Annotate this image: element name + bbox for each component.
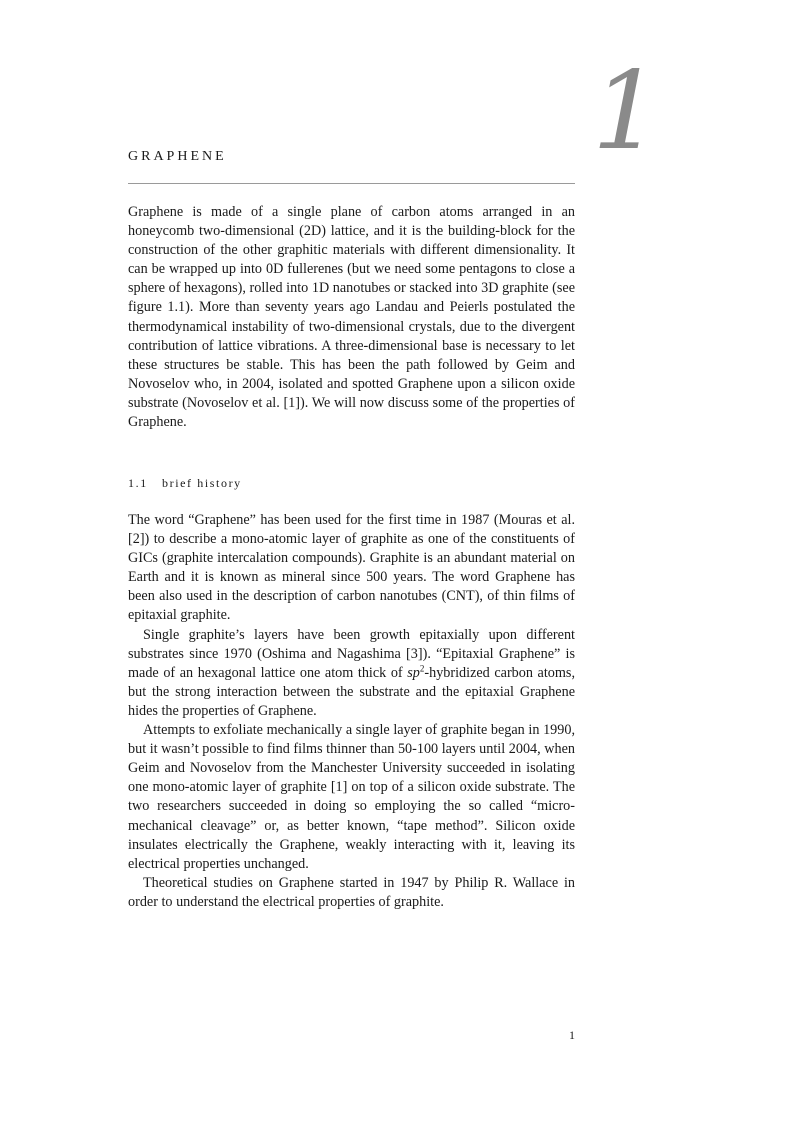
history-section <box>128 511 575 912</box>
history-paragraph-1: The word “Graphene” has been used for the first time in 1987 (Mouras et al. [2]) to describe a mono-atomic layer of graphite as one of the constituents of GICs (graphite intercalation compounds). Graphite is an abundant material on Earth and it is known as mineral since 500 years. The word Graphene has been also used in the description of carbon nanotubes (CNT), of thin films of epitaxial graphite. <box>128 512 575 624</box>
section-title: brief history <box>162 476 242 490</box>
chapter-number: 1 <box>592 49 661 174</box>
history-paragraph-2-start: Single graphite’s layers have been growth epitaxially upon different substrates since 1970 (Oshima and Nagashima [3]). “Epitaxial Graphene” is made of an hexagonal lattice one atom thick of <box>128 626 575 681</box>
history-paragraph-3: Attempts to exfoliate mechanically a single layer of graphite began in 1990, but it wasn’t possible to find films thinner than 50-100 layers until 2004, when Geim and Novoselov from the Manchester University succeeded in isolating one mono-atomic layer of graphite [1] on top of a silicon oxide substrate. The two researchers succeeded in doing so employing the so called “micro-mechanical cleavage” or, as better known, “tape method”. Silicon oxide insulates electrically the Graphene, weakly interacting with it, leaving its electrical properties unchanged. <box>128 722 575 872</box>
history-paragraph-2-end: -hybridized carbon atoms, but the strong interaction between the substrate and the epitaxial Graphene hides the properties of Graphene. <box>128 664 575 719</box>
section-number: 1.1 <box>128 476 148 490</box>
sp2-term: sp <box>407 664 420 681</box>
history-paragraph-2 <box>128 626 575 721</box>
intro-paragraph: Graphene is made of a single plane of carbon atoms arranged in an honeycomb two-dimensional (2D) lattice, and it is the building-block for the construction of the other graphitic materials with different dimensionality. It can be wrapped up into 0D fullerenes (but we need some pentagons to close a sphere of hexagons), rolled into 1D nanotubes or stacked into 3D graphite (see figure 1.1). More than seventy years ago Landau and Peierls postulated the thermodynamical instability of two-dimensional crystals, due to the divergent contribution of lattice vibrations. A three-dimensional base is necessary to let these structures be stable. This has been the path followed by Geim and Novoselov who, in 2004, isolated and spotted Graphene upon a silicon oxide substrate (Novoselov et al. [1]). We will now discuss some of the properties of Graphene. <box>128 204 575 431</box>
chapter-title: GRAPHENE <box>128 149 227 164</box>
chapter-title-rule <box>128 183 575 184</box>
sp2-superscript: 2 <box>419 663 425 674</box>
intro-section <box>128 203 575 432</box>
history-paragraph-4: Theoretical studies on Graphene started in 1947 by Philip R. Wallace in order to understand the electrical properties of graphite. <box>128 874 575 910</box>
page-number: 1 <box>569 1028 575 1042</box>
section-heading <box>128 476 242 490</box>
